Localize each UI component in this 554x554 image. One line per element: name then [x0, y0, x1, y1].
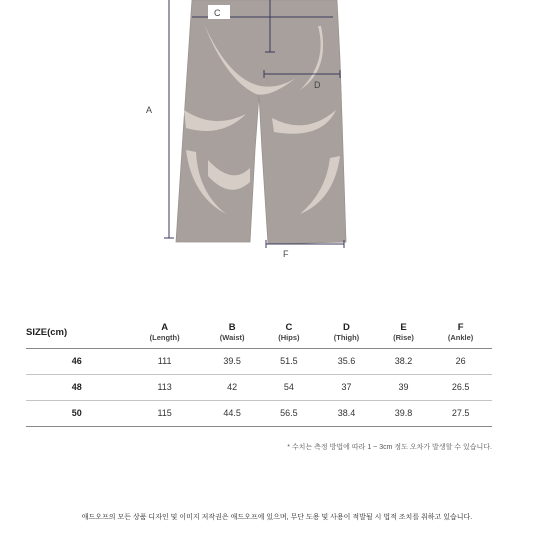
header-name: (Ankle)	[447, 333, 474, 343]
header-name: (Length)	[149, 333, 180, 343]
length-cell: 115	[128, 400, 202, 426]
header-length	[128, 318, 202, 348]
header-letter: E	[400, 322, 407, 334]
ankle-cell: 27.5	[429, 400, 492, 426]
pants-illustration	[176, 0, 346, 244]
header-name: (Waist)	[219, 333, 245, 343]
header-letter: B	[228, 322, 236, 334]
ankle-cell: 26.5	[429, 374, 492, 400]
header-name: (Thigh)	[333, 333, 360, 343]
size-table-header-row	[26, 318, 492, 348]
label-a: A	[146, 105, 153, 115]
thigh-cell: 38.4	[315, 400, 378, 426]
header-letter: C	[285, 322, 293, 334]
header-waist	[202, 318, 263, 348]
measurement-note: * 수치는 측정 방법에 따라 1 ~ 3cm 정도 오차가 발생할 수 있습니다.	[287, 444, 492, 451]
size-cell: 46	[26, 348, 128, 374]
size-table	[26, 318, 492, 427]
label-d: D	[314, 80, 321, 90]
size-cell: 50	[26, 400, 128, 426]
header-name: (Rise)	[393, 333, 414, 343]
header-letter: A	[161, 322, 169, 334]
header-rise	[378, 318, 429, 348]
thigh-cell: 37	[315, 374, 378, 400]
hips-cell: 56.5	[263, 400, 315, 426]
size-unit-header: SIZE(cm)	[26, 318, 128, 348]
table-row	[26, 374, 492, 400]
copyright-notice: 애드오프의 모든 상품 디자인 및 이미지 저작권은 애드오프에 있으며, 무단 도용 및 사용이 적발될 시 법적 조치를 취하고 있습니다.	[81, 514, 473, 521]
header-thigh	[315, 318, 378, 348]
header-ankle	[429, 318, 492, 348]
waist-cell: 39.5	[202, 348, 263, 374]
label-f: F	[283, 249, 289, 259]
header-letter: D	[343, 322, 350, 334]
thigh-cell: 35.6	[315, 348, 378, 374]
label-c: C	[214, 8, 221, 18]
rise-cell: 39.8	[378, 400, 429, 426]
rise-cell: 38.2	[378, 348, 429, 374]
table-row	[26, 348, 492, 374]
ankle-cell: 26	[429, 348, 492, 374]
hips-cell: 51.5	[263, 348, 315, 374]
length-cell: 113	[128, 374, 202, 400]
size-cell: 48	[26, 374, 128, 400]
hips-cell: 54	[263, 374, 315, 400]
header-hips	[263, 318, 315, 348]
header-letter: F	[457, 322, 464, 334]
waist-cell: 42	[202, 374, 263, 400]
rise-cell: 39	[378, 374, 429, 400]
length-cell: 111	[128, 348, 202, 374]
waist-cell: 44.5	[202, 400, 263, 426]
table-row	[26, 400, 492, 426]
header-name: (Hips)	[278, 333, 300, 343]
